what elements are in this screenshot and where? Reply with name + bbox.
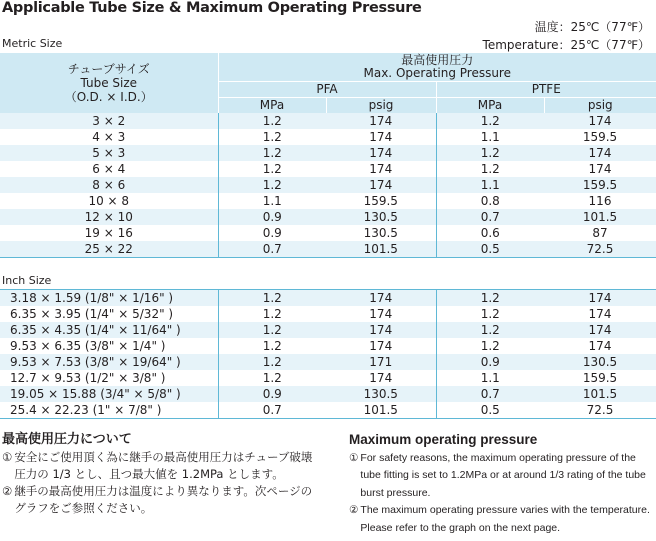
note-text: 安全にご使用頂く為に継手の最高使用圧力はチューブ破壊圧力の 1/3 とし、且つ最大値を 1.2MPa とします。 bbox=[14, 450, 313, 481]
note-marker: ① bbox=[2, 450, 13, 464]
ptfe-psig-cell: 174 bbox=[544, 306, 656, 322]
ptfe-mpa-cell: 1.1 bbox=[436, 129, 544, 145]
pfa-mpa-cell: 0.9 bbox=[218, 209, 326, 225]
table-row bbox=[0, 370, 656, 386]
pfa-psig-cell: 130.5 bbox=[326, 225, 436, 241]
ptfe-psig-header: psig bbox=[544, 98, 656, 114]
ptfe-psig-cell: 101.5 bbox=[544, 209, 656, 225]
pfa-psig-cell: 174 bbox=[326, 113, 436, 129]
tube-size-cell: 10 × 8 bbox=[0, 193, 218, 209]
pfa-psig-cell: 174 bbox=[326, 338, 436, 354]
ptfe-mpa-cell: 1.1 bbox=[436, 370, 544, 386]
pfa-mpa-cell: 1.1 bbox=[218, 193, 326, 209]
ptfe-mpa-cell: 1.2 bbox=[436, 338, 544, 354]
table-row bbox=[0, 241, 656, 258]
notes-en-heading: Maximum operating pressure bbox=[349, 432, 538, 447]
pfa-psig-cell: 174 bbox=[326, 177, 436, 193]
ptfe-psig-cell: 174 bbox=[544, 338, 656, 354]
pfa-mpa-cell: 1.2 bbox=[218, 354, 326, 370]
pfa-psig-cell: 159.5 bbox=[326, 193, 436, 209]
ptfe-psig-cell: 174 bbox=[544, 322, 656, 338]
table-row bbox=[0, 386, 656, 402]
pfa-psig-cell: 174 bbox=[326, 306, 436, 322]
pfa-mpa-cell: 0.9 bbox=[218, 225, 326, 241]
table-row bbox=[0, 338, 656, 354]
list-item bbox=[2, 483, 322, 517]
table-row bbox=[0, 306, 656, 322]
tube-size-header-unit: （O.D. × I.D.） bbox=[64, 90, 153, 104]
ptfe-psig-cell: 72.5 bbox=[544, 402, 656, 419]
note-marker: ② bbox=[349, 504, 359, 516]
pfa-mpa-cell: 1.2 bbox=[218, 322, 326, 338]
ptfe-psig-cell: 174 bbox=[544, 161, 656, 177]
ptfe-mpa-cell: 0.6 bbox=[436, 225, 544, 241]
tube-size-cell: 3 × 2 bbox=[0, 113, 218, 129]
table-row bbox=[0, 145, 656, 161]
tube-size-header-en: Tube Size bbox=[80, 76, 138, 90]
ptfe-psig-cell: 87 bbox=[544, 225, 656, 241]
ptfe-header: PTFE bbox=[436, 82, 656, 98]
pfa-mpa-cell: 0.9 bbox=[218, 386, 326, 402]
table-row bbox=[0, 322, 656, 338]
note-text: The maximum operating pressure varies with the temperature. Please refer to the graph on the next page. bbox=[360, 504, 650, 534]
ptfe-psig-cell: 159.5 bbox=[544, 177, 656, 193]
ptfe-mpa-cell: 1.2 bbox=[436, 306, 544, 322]
pfa-psig-cell: 174 bbox=[326, 129, 436, 145]
pfa-mpa-cell: 1.2 bbox=[218, 306, 326, 322]
list-item bbox=[349, 502, 655, 537]
table-row bbox=[0, 161, 656, 177]
ptfe-psig-cell: 159.5 bbox=[544, 370, 656, 386]
pfa-psig-cell: 174 bbox=[326, 290, 436, 307]
list-item bbox=[349, 450, 655, 503]
tube-size-cell: 12 × 10 bbox=[0, 209, 218, 225]
pfa-mpa-cell: 1.2 bbox=[218, 370, 326, 386]
tube-size-cell: 3.18 × 1.59 (1/8" × 1/16" ) bbox=[0, 290, 218, 307]
ptfe-psig-cell: 159.5 bbox=[544, 129, 656, 145]
tube-size-header bbox=[0, 53, 218, 113]
ptfe-mpa-cell: 0.8 bbox=[436, 193, 544, 209]
table-row bbox=[0, 290, 656, 307]
table-row bbox=[0, 129, 656, 145]
ptfe-psig-cell: 101.5 bbox=[544, 386, 656, 402]
ptfe-mpa-cell: 1.2 bbox=[436, 145, 544, 161]
pfa-psig-cell: 174 bbox=[326, 145, 436, 161]
pfa-mpa-cell: 1.2 bbox=[218, 177, 326, 193]
tube-size-cell: 25 × 22 bbox=[0, 241, 218, 258]
tube-size-cell: 9.53 × 7.53 (3/8" × 19/64" ) bbox=[0, 354, 218, 370]
pfa-mpa-header: MPa bbox=[218, 98, 326, 114]
inch-size-label: Inch Size bbox=[2, 274, 52, 287]
tube-size-header-jp: チューブサイズ bbox=[67, 62, 150, 76]
pfa-mpa-cell: 0.7 bbox=[218, 402, 326, 419]
pfa-mpa-cell: 1.2 bbox=[218, 113, 326, 129]
ptfe-psig-cell: 174 bbox=[544, 113, 656, 129]
ptfe-psig-cell: 174 bbox=[544, 290, 656, 307]
pfa-mpa-cell: 0.7 bbox=[218, 241, 326, 258]
ptfe-psig-cell: 174 bbox=[544, 145, 656, 161]
pfa-mpa-cell: 1.2 bbox=[218, 338, 326, 354]
ptfe-mpa-cell: 1.2 bbox=[436, 113, 544, 129]
pfa-psig-cell: 101.5 bbox=[326, 241, 436, 258]
table-row bbox=[0, 193, 656, 209]
pfa-psig-cell: 174 bbox=[326, 322, 436, 338]
ptfe-mpa-cell: 1.2 bbox=[436, 322, 544, 338]
pfa-psig-cell: 171 bbox=[326, 354, 436, 370]
notes-english bbox=[349, 431, 655, 537]
ptfe-mpa-cell: 1.1 bbox=[436, 177, 544, 193]
ptfe-mpa-cell: 1.2 bbox=[436, 290, 544, 307]
note-marker: ① bbox=[349, 451, 359, 464]
ptfe-mpa-cell: 0.9 bbox=[436, 354, 544, 370]
pfa-psig-header: psig bbox=[326, 98, 436, 114]
max-pressure-header-en: Max. Operating Pressure bbox=[363, 66, 511, 80]
ptfe-mpa-cell: 0.7 bbox=[436, 209, 544, 225]
tube-size-cell: 8 × 6 bbox=[0, 177, 218, 193]
ptfe-psig-cell: 130.5 bbox=[544, 354, 656, 370]
tube-size-cell: 19 × 16 bbox=[0, 225, 218, 241]
pfa-mpa-cell: 1.2 bbox=[218, 129, 326, 145]
max-pressure-header bbox=[218, 53, 656, 82]
ptfe-psig-cell: 72.5 bbox=[544, 241, 656, 258]
tube-size-cell: 4 × 3 bbox=[0, 129, 218, 145]
table-row bbox=[0, 113, 656, 129]
table-row bbox=[0, 177, 656, 193]
note-marker: ② bbox=[2, 484, 13, 498]
ptfe-mpa-cell: 0.5 bbox=[436, 241, 544, 258]
tube-size-cell: 19.05 × 15.88 (3/4" × 5/8" ) bbox=[0, 386, 218, 402]
inch-size-table bbox=[0, 289, 656, 419]
table-row bbox=[0, 209, 656, 225]
tube-size-cell: 12.7 × 9.53 (1/2" × 3/8" ) bbox=[0, 370, 218, 386]
tube-size-cell: 25.4 × 22.23 (1" × 7/8" ) bbox=[0, 402, 218, 419]
pfa-mpa-cell: 1.2 bbox=[218, 290, 326, 307]
pfa-header: PFA bbox=[218, 82, 436, 98]
ptfe-psig-cell: 116 bbox=[544, 193, 656, 209]
metric-size-label: Metric Size bbox=[2, 37, 63, 50]
ptfe-mpa-cell: 0.5 bbox=[436, 402, 544, 419]
table-row bbox=[0, 402, 656, 419]
tube-size-cell: 5 × 3 bbox=[0, 145, 218, 161]
metric-size-table bbox=[0, 53, 656, 258]
temperature-condition-en: Temperature：25℃（77℉） bbox=[482, 38, 650, 52]
pfa-psig-cell: 174 bbox=[326, 161, 436, 177]
tube-size-cell: 6.35 × 3.95 (1/4" × 5/32" ) bbox=[0, 306, 218, 322]
ptfe-mpa-cell: 1.2 bbox=[436, 161, 544, 177]
pfa-psig-cell: 101.5 bbox=[326, 402, 436, 419]
list-item bbox=[2, 449, 322, 483]
table-row bbox=[0, 354, 656, 370]
tube-size-cell: 6.35 × 4.35 (1/4" × 11/64" ) bbox=[0, 322, 218, 338]
ptfe-mpa-cell: 0.7 bbox=[436, 386, 544, 402]
note-text: For safety reasons, the maximum operating pressure of the tube fitting is set to 1.2MPa or at around 1/3 rating of the tube burst pressure. bbox=[360, 451, 646, 499]
pfa-psig-cell: 130.5 bbox=[326, 386, 436, 402]
notes-jp-heading: 最高使用圧力について bbox=[2, 432, 132, 447]
notes-japanese bbox=[2, 431, 322, 517]
tube-size-cell: 6 × 4 bbox=[0, 161, 218, 177]
pfa-psig-cell: 130.5 bbox=[326, 209, 436, 225]
pfa-psig-cell: 174 bbox=[326, 370, 436, 386]
table-row bbox=[0, 225, 656, 241]
max-pressure-header-jp: 最高使用圧力 bbox=[401, 53, 474, 67]
page-title: Applicable Tube Size & Maximum Operating Pressure bbox=[2, 0, 422, 16]
pfa-mpa-cell: 1.2 bbox=[218, 145, 326, 161]
tube-size-cell: 9.53 × 6.35 (3/8" × 1/4" ) bbox=[0, 338, 218, 354]
temperature-condition-jp: 温度：25℃（77℉） bbox=[534, 20, 650, 34]
pfa-mpa-cell: 1.2 bbox=[218, 161, 326, 177]
ptfe-mpa-header: MPa bbox=[436, 98, 544, 114]
note-text: 継手の最高使用圧力は温度により異なります。次ページのグラフをご参照ください。 bbox=[14, 484, 313, 515]
